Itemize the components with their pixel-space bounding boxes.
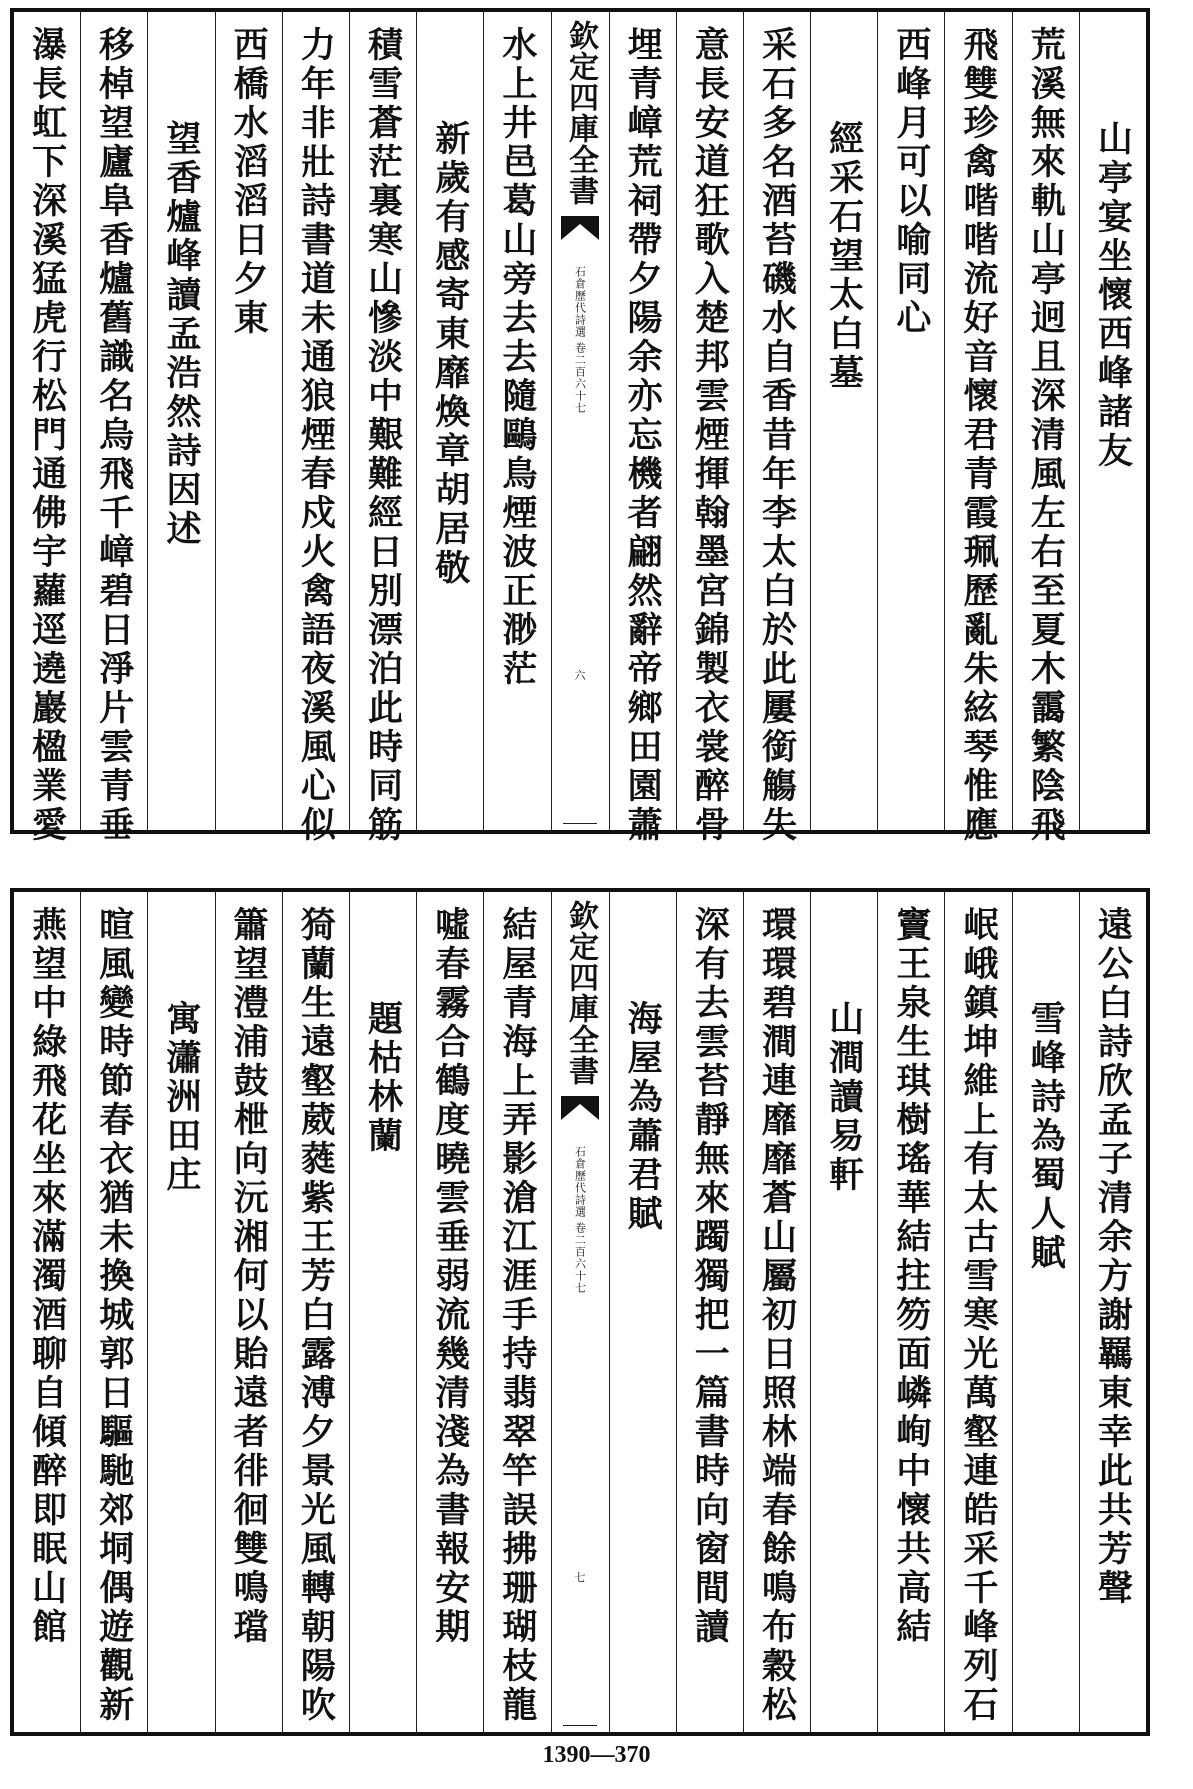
spine-rule <box>563 823 597 824</box>
spine-volume: 卷二百六十七 <box>573 1222 587 1294</box>
poem-line: 力年非壯詩書道未通狼煙春戍火禽語夜溪風心似 <box>295 26 337 845</box>
spine <box>552 12 609 830</box>
poem-line: 噓春霧合鶴度曉雲垂弱流幾清淺為書報安期 <box>429 906 471 1647</box>
spine-column <box>551 12 609 830</box>
poem-title: 山亭宴坐懷西峰諸友 <box>1092 120 1134 471</box>
spine-book-info <box>575 266 586 414</box>
text-column <box>1079 892 1146 1732</box>
text-column <box>349 12 416 845</box>
text-column <box>944 12 1011 845</box>
bottom-page <box>10 888 1150 1736</box>
spine-title: 欽定四庫全書 <box>563 20 598 206</box>
spine-column <box>551 892 609 1732</box>
poem-line: 瀑長虹下深溪猛虎行松門通佛宇蘿逕遶巖楹業愛 <box>26 26 68 845</box>
poem-title: 題枯林蘭 <box>362 1000 404 1156</box>
text-column <box>80 892 147 1732</box>
text-column <box>743 892 810 1732</box>
text-column <box>147 12 214 830</box>
text-column <box>810 12 877 830</box>
poem-line: 飛雙珍禽喈喈流好音懷君青霞珮歷亂朱絃琴惟應 <box>958 26 1000 845</box>
poem-title: 山澗讀易軒 <box>823 1000 865 1195</box>
top-page <box>10 8 1150 845</box>
text-column <box>1012 892 1079 1732</box>
poem-line: 猗蘭生遠壑葳蕤紫王芳白露溥夕景光風轉朝陽吹 <box>295 906 337 1725</box>
poem-title: 寓瀟洲田庄 <box>160 1000 202 1195</box>
spine-title: 欽定四庫全書 <box>563 900 598 1086</box>
spine <box>552 892 609 1732</box>
text-column <box>282 892 349 1732</box>
poem-line: 結屋青海上弄影滄江涯手持翡翠竿誤拂珊瑚枝龍 <box>496 906 538 1725</box>
poem-line: 水上井邑葛山旁去去隨鷗鳥煙波正渺茫 <box>496 26 538 689</box>
spine-page-number: 七 <box>574 1571 586 1584</box>
poem-title: 海屋為蕭君賦 <box>622 1000 664 1234</box>
text-column <box>147 892 214 1732</box>
poem-line: 岷峨鎮坤維上有太古雪寒光萬壑連皓采千峰列石 <box>958 906 1000 1725</box>
poem-line: 深有去雲苔靜無來躅獨把一篇書時向窗間讀 <box>689 906 731 1647</box>
spine-volume: 卷二百六十七 <box>573 342 587 414</box>
poem-title: 望香爐峰讀孟浩然詩因述 <box>160 120 202 549</box>
text-column <box>14 12 80 845</box>
text-column <box>676 892 743 1732</box>
text-column <box>483 892 550 1732</box>
text-column <box>944 892 1011 1732</box>
text-column <box>282 12 349 845</box>
poem-line: 竇王泉生琪樹瑤華結拄笏面嶙峋中懷共高結 <box>890 906 932 1647</box>
poem-line: 簫望澧浦鼓枻向沅湘何以貽遠者徘徊雙鳴璫 <box>228 906 270 1647</box>
bottom-page-columns <box>14 892 1146 1732</box>
spine-page-number: 六 <box>574 669 586 682</box>
text-column <box>483 12 550 830</box>
text-column <box>80 12 147 845</box>
poem-line: 采石多名酒苔磯水自香昔年李太白於此屢銜觴失 <box>756 26 798 845</box>
text-column <box>215 892 282 1732</box>
poem-title: 經采石望太白墓 <box>823 120 865 393</box>
poem-title: 雪峰詩為蜀人賦 <box>1025 1000 1067 1273</box>
poem-line: 移棹望廬阜香爐舊識名烏飛千嶂碧日淨片雲青垂 <box>93 26 135 845</box>
poem-line: 意長安道狂歌入楚邦雲煙揮翰墨宮錦製衣裳醉骨 <box>689 26 731 845</box>
top-page-columns <box>14 12 1146 845</box>
spine-book-info <box>575 1146 586 1294</box>
poem-line: 暄風變時節春衣猶未換城郭日驅馳郊垌偶遊觀新 <box>93 906 135 1725</box>
poem-line: 埋青嶂荒祠帶夕陽余亦忘機者翩然辭帝鄉田園蕭 <box>622 26 664 845</box>
page-code: 1390—370 <box>542 1742 651 1768</box>
poem-line: 西峰月可以喻同心 <box>890 26 932 338</box>
poem-line: 燕望中綠飛花坐來滿濁酒聊自傾醉即眠山館 <box>26 906 68 1647</box>
text-column <box>609 12 676 845</box>
text-column <box>810 892 877 1732</box>
poem-line: 環環碧澗連靡靡蒼山屬初日照林端春餘鳴布穀松 <box>756 906 798 1725</box>
text-column <box>676 12 743 845</box>
fish-tail-mark-icon <box>559 1092 601 1122</box>
text-column <box>215 12 282 830</box>
spine-book-name: 石倉歷代詩選 <box>573 266 587 338</box>
text-column <box>877 892 944 1732</box>
text-column <box>743 12 810 845</box>
fish-tail-mark-icon <box>559 212 601 242</box>
text-column <box>416 892 483 1732</box>
text-column <box>877 12 944 830</box>
spine-book-name: 石倉歷代詩選 <box>573 1146 587 1218</box>
text-column <box>609 892 676 1732</box>
spine-rule <box>563 1725 597 1726</box>
poem-line: 西橋水滔滔日夕東 <box>228 26 270 338</box>
text-column <box>416 12 483 830</box>
text-column <box>1012 12 1079 845</box>
poem-line: 積雪蒼茫裏寒山慘淡中艱難經日別漂泊此時同筋 <box>362 26 404 845</box>
text-column <box>349 892 416 1732</box>
text-column <box>14 892 80 1732</box>
poem-line: 遠公白詩欣孟子清余方謝羈東幸此共芳聲 <box>1092 906 1134 1608</box>
poem-line: 荒溪無來軌山亭迥且深清風左右至夏木靄繁陰飛 <box>1025 26 1067 845</box>
poem-title: 新歲有感寄東靡煥章胡居敬 <box>429 120 471 588</box>
text-column <box>1079 12 1146 830</box>
